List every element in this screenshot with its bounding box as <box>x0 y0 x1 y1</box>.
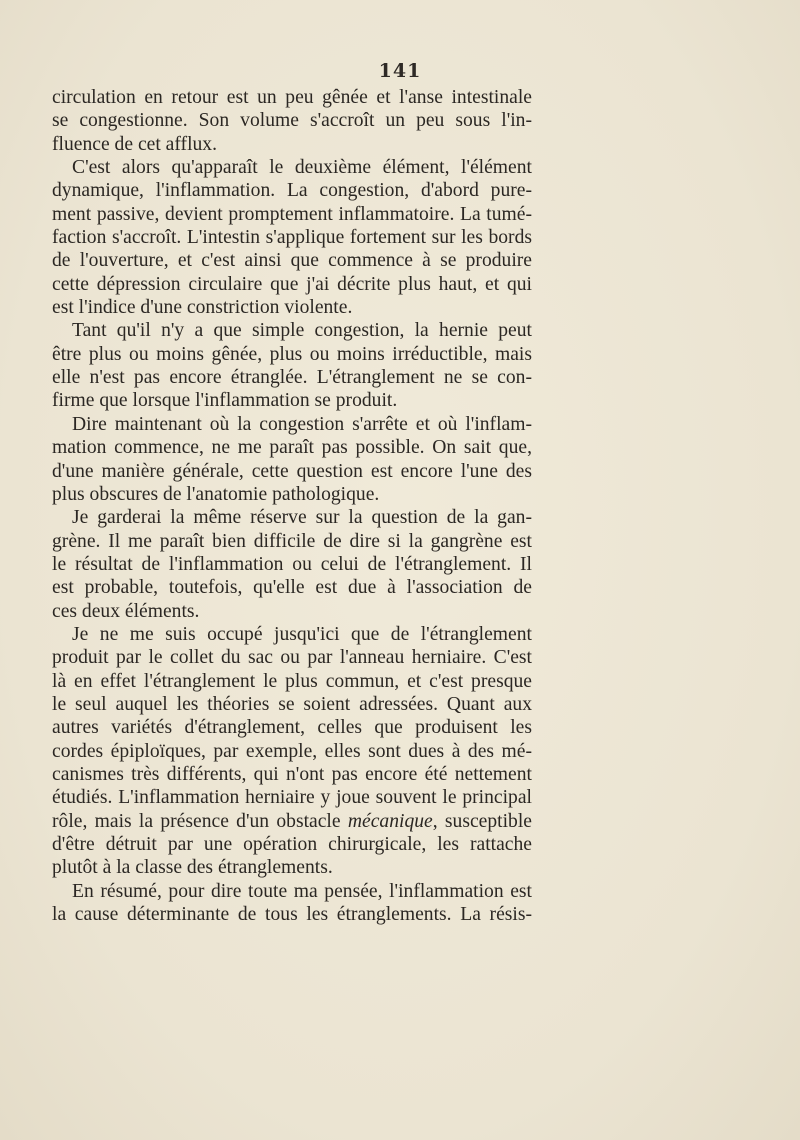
text-line-content: le seul auquel les théories se soient adressées. Quant aux <box>52 693 532 715</box>
text-line <box>52 319 532 342</box>
text-line <box>52 389 532 412</box>
text-line <box>52 273 532 296</box>
text-line-content: grène. Il me paraît bien difficile de dire si la gangrène est <box>52 530 532 552</box>
text-line <box>52 553 532 576</box>
body-text <box>52 86 532 926</box>
text-line-content: canismes très différents, qui n'ont pas encore été nettement <box>52 763 532 785</box>
text-line <box>52 530 532 553</box>
text-line-content: dynamique, l'inflammation. La congestion, d'abord pure- <box>52 180 532 202</box>
text-line <box>52 133 532 156</box>
text-line <box>52 833 532 856</box>
text-line <box>52 670 532 693</box>
text-line <box>52 249 532 272</box>
text-line <box>52 179 532 202</box>
text-line-content: C'est alors qu'apparaît le deuxième élément, l'élément <box>72 157 532 179</box>
text-line-content: là en effet l'étranglement le plus commun, et c'est presque <box>52 670 532 692</box>
italic-word: mécanique <box>347 810 433 832</box>
text-line-content: cette dépression circulaire que j'ai décrite plus haut, et qui <box>52 273 532 295</box>
text-line-content: produit par le collet du sac ou par l'anneau herniaire. C'est <box>52 647 532 669</box>
text-line-tail: , susceptible <box>432 810 532 832</box>
text-line-content: Dire maintenant où la congestion s'arrête et où l'inflam- <box>72 413 532 435</box>
text-line-content: être plus ou moins gênée, plus ou moins irréductible, mais <box>52 343 532 365</box>
text-line <box>52 763 532 786</box>
text-line <box>52 203 532 226</box>
text-line-content: le résultat de l'inflammation ou celui de l'étranglement. Il <box>52 553 532 575</box>
text-line <box>52 786 532 809</box>
text-line <box>52 623 532 646</box>
text-line-content: d'une manière générale, cette question est encore l'une des <box>52 460 532 482</box>
text-line <box>52 600 532 623</box>
text-line-content: Je garderai la même réserve sur la question de la gan- <box>72 507 532 529</box>
text-line-content: cordes épiploïques, par exemple, elles sont dues à des mé- <box>52 740 532 762</box>
text-line-content: elle n'est pas encore étranglée. L'étranglement ne se con- <box>52 367 532 389</box>
text-line-content: de l'ouverture, et c'est ainsi que commence à se produire <box>52 250 532 272</box>
text-line <box>52 576 532 599</box>
text-line <box>52 716 532 739</box>
text-line <box>52 226 532 249</box>
text-line-content: ment passive, devient promptement inflammatoire. La tumé- <box>52 203 532 225</box>
text-line-content: est probable, toutefois, qu'elle est due à l'association de <box>52 577 532 599</box>
text-line <box>52 693 532 716</box>
text-line <box>52 506 532 529</box>
text-line <box>52 86 532 109</box>
text-line-content: mation commence, ne me paraît pas possible. On sait que, <box>52 437 532 459</box>
text-line <box>52 460 532 483</box>
text-line <box>52 109 532 132</box>
text-line-content: la cause déterminante de tous les étranglements. La résis- <box>52 904 532 926</box>
text-line <box>52 296 532 319</box>
text-line <box>52 646 532 669</box>
text-line <box>52 880 532 903</box>
text-line-content: ces deux éléments. <box>52 600 200 622</box>
text-line-content: d'être détruit par une opération chirurgicale, les rattache <box>52 834 532 855</box>
text-line <box>52 810 532 833</box>
text-line <box>52 156 532 179</box>
text-line-content: Tant qu'il n'y a que simple congestion, la hernie peut <box>72 320 532 342</box>
text-line-content: Je ne me suis occupé jusqu'ici que de l'étranglement <box>72 623 532 645</box>
text-line <box>52 413 532 436</box>
text-line <box>52 343 532 366</box>
text-line <box>52 856 532 879</box>
text-line <box>52 740 532 763</box>
text-line-content: firme que lorsque l'inflammation se produit. <box>52 390 398 412</box>
text-line-content: plus obscures de l'anatomie pathologique. <box>52 483 380 505</box>
text-line-content: autres variétés d'étranglement, celles que produisent les <box>52 717 532 739</box>
text-line <box>52 903 532 926</box>
text-line-content: faction s'accroît. L'intestin s'applique fortement sur les bords <box>52 227 532 249</box>
text-line-content: circulation en retour est un peu gênée et l'anse intestinale <box>52 87 532 108</box>
text-line-content: est l'indice d'une constriction violente. <box>52 297 353 319</box>
text-line-content: En résumé, pour dire toute ma pensée, l'inflammation est <box>72 880 532 902</box>
text-line <box>52 436 532 459</box>
page-number: 141 <box>378 60 422 82</box>
text-line-content: étudiés. L'inflammation herniaire y joue souvent le principal <box>52 787 532 809</box>
text-line-content: fluence de cet afflux. <box>52 133 218 155</box>
text-line <box>52 483 532 506</box>
text-line-content: rôle, mais la présence d'un obstacle <box>52 810 341 832</box>
text-line <box>52 366 532 389</box>
text-line-content: plutôt à la classe des étranglements. <box>52 857 333 879</box>
text-line-content: se congestionne. Son volume s'accroît un peu sous l'in- <box>52 110 532 132</box>
